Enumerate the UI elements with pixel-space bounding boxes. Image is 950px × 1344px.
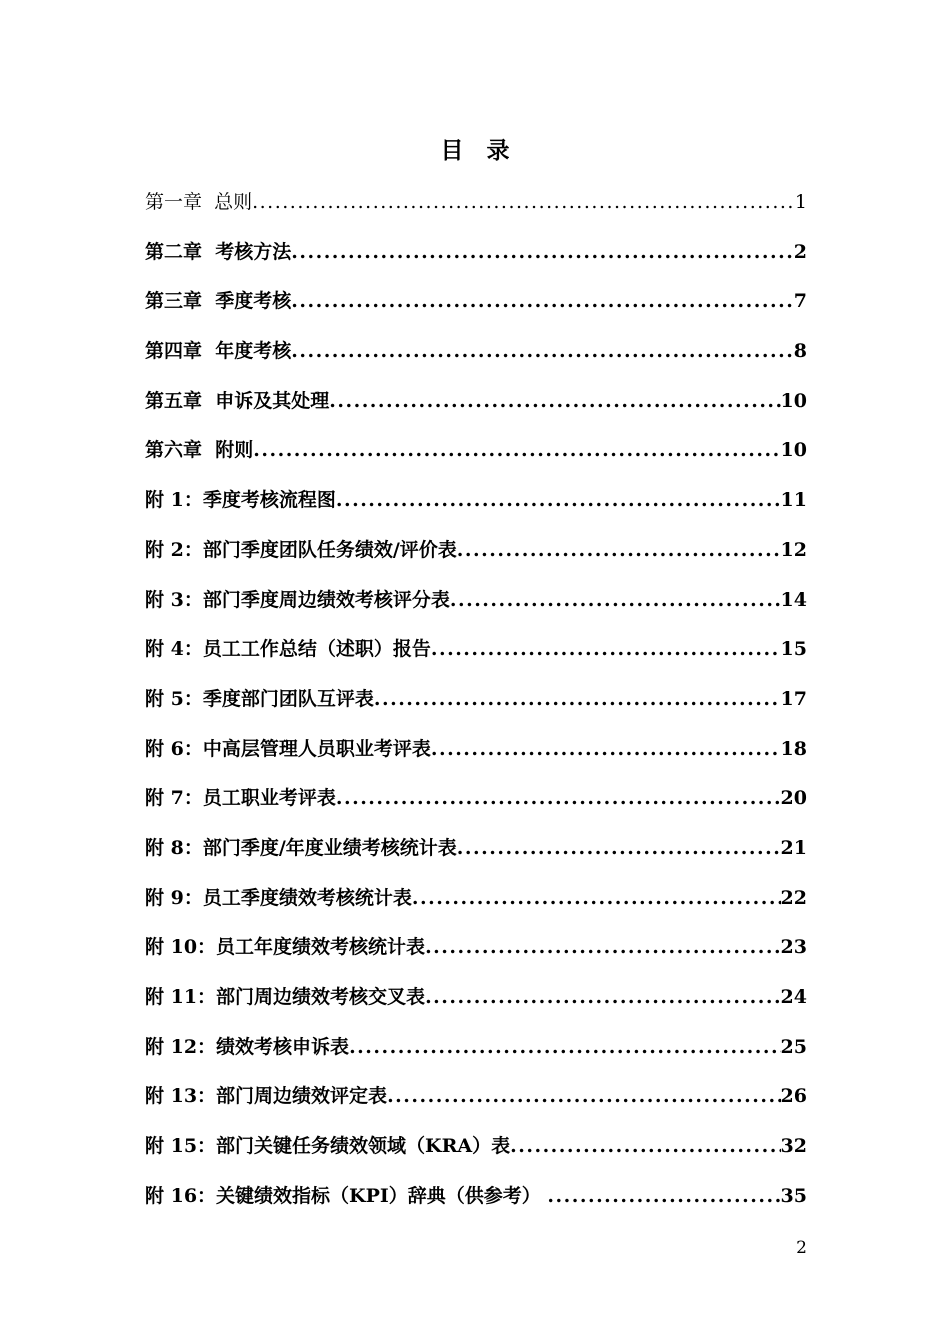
toc-entry-page: 10 <box>780 439 807 462</box>
toc-entry-page: 23 <box>780 936 807 959</box>
toc-entry-page: 17 <box>780 687 807 710</box>
toc-entry-label: 附 16：关键绩效指标（KPI）辞典（供参考） <box>145 1184 548 1207</box>
toc-leader-dots <box>291 277 794 327</box>
page-title: 目 录 <box>440 137 510 164</box>
toc-entry[interactable] <box>145 228 807 278</box>
toc-entry-page: 24 <box>780 986 807 1008</box>
toc-entry-label: 附 7：员工职业考评表 <box>145 787 336 810</box>
toc-entry-page: 14 <box>780 588 807 611</box>
toc-entry[interactable] <box>145 824 807 874</box>
toc-entry[interactable] <box>145 476 807 526</box>
toc-entry[interactable] <box>145 923 807 973</box>
toc-entry-label: 附 4：员工工作总结（述职）报告 <box>145 638 431 661</box>
toc-entry[interactable] <box>145 1023 807 1073</box>
toc-leader-dots <box>431 725 781 775</box>
toc-entry-label: 第四章 年度考核 <box>145 340 292 363</box>
toc-entry-page: 25 <box>780 1035 807 1058</box>
toc-entry-label: 附 13：部门周边绩效评定表 <box>145 1085 388 1108</box>
toc-entry[interactable] <box>145 1172 807 1222</box>
toc-leader-dots <box>252 178 795 228</box>
toc-entry-label: 第三章 季度考核 <box>145 290 292 313</box>
toc-entry-label: 附 15：部门关键任务绩效领域（KRA）表 <box>145 1135 511 1158</box>
toc-leader-dots <box>425 973 780 1023</box>
toc-entry-page: 10 <box>780 389 807 412</box>
toc-entry-label: 附 1：季度考核流程图 <box>145 489 336 512</box>
toc-leader-dots <box>457 526 781 576</box>
toc-entry[interactable] <box>145 1122 807 1172</box>
toc-entry[interactable] <box>145 874 807 924</box>
toc-entry-label: 第一章 总则 <box>145 191 253 213</box>
toc-entry-page: 11 <box>780 489 807 512</box>
toc-leader-dots <box>510 1122 780 1172</box>
footer-page-number: 2 <box>796 1238 807 1258</box>
toc-leader-dots <box>291 327 794 377</box>
toc-entry-page: 18 <box>780 737 807 760</box>
toc-entry[interactable] <box>145 576 807 626</box>
toc-leader-dots <box>374 675 781 725</box>
toc-leader-dots <box>336 476 781 526</box>
toc-entry[interactable] <box>145 725 807 775</box>
toc-entry-label: 附 5：季度部门团队互评表 <box>145 687 374 710</box>
toc-entry-page: 15 <box>780 638 807 661</box>
toc-leader-dots <box>336 774 781 824</box>
toc-entry-page: 2 <box>793 240 807 263</box>
toc-entry[interactable] <box>145 178 807 228</box>
toc-entry-page: 1 <box>794 191 807 213</box>
toc-entry-label: 附 9：员工季度绩效考核统计表 <box>145 886 412 909</box>
toc-entry[interactable] <box>145 377 807 427</box>
toc-entry-page: 7 <box>793 290 807 313</box>
toc-entry-page: 32 <box>780 1135 807 1158</box>
toc-leader-dots <box>349 1023 780 1073</box>
toc-leader-dots <box>291 228 794 278</box>
toc-entry-label: 第五章 申诉及其处理 <box>145 389 330 412</box>
toc-entry-label: 附 3：部门季度周边绩效考核评分表 <box>145 588 450 611</box>
toc-leader-dots <box>425 923 780 973</box>
toc-entry-label: 附 12：绩效考核申诉表 <box>145 1035 350 1058</box>
toc-entry-label: 第六章 附则 <box>145 439 254 462</box>
toc-entry-page: 20 <box>780 787 807 810</box>
toc-entry[interactable] <box>145 277 807 327</box>
toc-list <box>145 178 807 1221</box>
toc-entry[interactable] <box>145 774 807 824</box>
toc-entry-label: 附 10：员工年度绩效考核统计表 <box>145 936 426 959</box>
toc-entry[interactable] <box>145 973 807 1023</box>
toc-entry-label: 附 11：部门周边绩效考核交叉表 <box>145 986 426 1008</box>
toc-entry-page: 21 <box>780 836 807 859</box>
toc-entry[interactable] <box>145 526 807 576</box>
toc-entry[interactable] <box>145 426 807 476</box>
toc-leader-dots <box>387 1072 780 1122</box>
toc-entry-label: 附 6：中高层管理人员职业考评表 <box>145 737 431 760</box>
toc-entry-page: 22 <box>780 886 807 909</box>
toc-entry-page: 12 <box>780 538 807 561</box>
toc-leader-dots <box>253 426 780 476</box>
toc-entry[interactable] <box>145 625 807 675</box>
toc-entry-page: 26 <box>780 1085 807 1108</box>
toc-leader-dots <box>450 576 781 626</box>
toc-leader-dots <box>329 377 780 427</box>
toc-entry-label: 附 2：部门季度团队任务绩效/评价表 <box>145 538 457 561</box>
toc-leader-dots <box>412 874 781 924</box>
toc-entry[interactable] <box>145 327 807 377</box>
toc-leader-dots <box>431 625 781 675</box>
toc-entry-page: 35 <box>780 1184 807 1207</box>
toc-entry-page: 8 <box>793 340 807 363</box>
toc-leader-dots <box>547 1172 780 1222</box>
toc-entry[interactable] <box>145 1072 807 1122</box>
toc-entry[interactable] <box>145 675 807 725</box>
toc-leader-dots <box>457 824 781 874</box>
toc-entry-label: 附 8：部门季度/年度业绩考核统计表 <box>145 836 457 859</box>
toc-entry-label: 第二章 考核方法 <box>145 240 292 263</box>
